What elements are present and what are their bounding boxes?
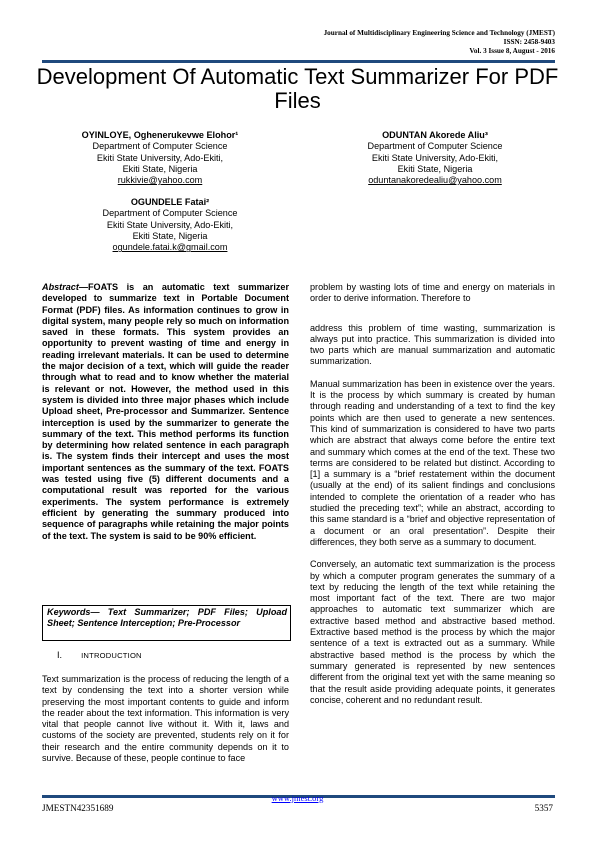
paragraph: Conversely, an automatic text summarization is the process by which a computer program generates the summary of a text by reducing the length of the text while retaining the most important fact of the text. There are two major approaches to automatic text summarizer which are extractive based method and abstractive based method. Extractive based method is the process by which the major sentence of a text is extracted out as a summary. While abstractive based method is the process by which the summary generated is represented by new sentences different from the original text yet with the same meaning so that the result aside providing adequate points, it generates concise, coherent and no redundant result.	[310, 559, 555, 705]
journal-volume: Vol. 3 Issue 8, August - 2016	[469, 47, 555, 55]
keywords: Keywords— Text Summarizer; PDF Files; Upload Sheet; Sentence Interception; Pre-Processor	[47, 607, 287, 629]
page-number: 5357	[534, 803, 553, 813]
author-country: Ekiti State, Nigeria	[397, 163, 473, 174]
author-email[interactable]: rukkivie@yahoo.com	[117, 175, 203, 186]
author-dept: Department of Computer Science	[92, 141, 228, 152]
journal-name: Journal of Multidisciplinary Engineering Science and Technology (JMEST)	[323, 29, 555, 37]
journal-issn: ISSN: 2458-9403	[503, 38, 555, 46]
author-email[interactable]: ogundele.fatai.k@gmail.com	[112, 242, 228, 253]
footer-url[interactable]: www.jmest.org	[271, 793, 324, 803]
journal-header	[225, 29, 555, 56]
author-dept: Department of Computer Science	[102, 208, 238, 219]
abstract-text: —FOATS is an automatic text summarizer developed to summarize text in Portable Document Format (PDF) files. As information continues to grow in digital system, many people rely so much on information saved in these formats. This system provides an opportunity to prevent wasting of time and energy in reading irrelevant materials. It can be used to determine the major decision of a text, which will guide the reader through what to read and to know whether the material is relevant or not. However, the method used in this system is divided into three major phases which include Upload sheet, Pre-processor and Summarizer. Sentence interception is used by the summarizer to generate the summary of the text. This method performs its function by determining how related sentence in each paragraph is. The system finds their intercept and uses the most important sentences as the summary of the text. FOATS was tested using five (5) different documents and a computational result was reported for the various experiments. The system performance is extremely efficient by generating the summary produced into sequence of paragraphs while retaining the major points of the text. The system is said to be 90% efficient.	[42, 282, 289, 541]
section-number: I.	[57, 650, 63, 660]
abstract	[42, 282, 289, 542]
author-block-2	[65, 197, 275, 253]
paragraph: problem by wasting lots of time and energy on materials in order to derive information. Therefore to	[310, 282, 555, 304]
right-column	[310, 282, 555, 717]
author-univ: Ekiti State University, Ado-Ekiti,	[96, 152, 224, 163]
author-block-3	[330, 130, 540, 186]
intro-paragraph: Text summarization is the process of reducing the length of a text by condensing the text into a shorter version while preserving the most important contents to guide and inform the reader about the text information. This information is very vital that people cannot live without it. With it, laws and customs of the society are prevented, students rely on it for their research and the entire community depends on it to survive. Because of these, people continue to face	[42, 674, 289, 764]
author-email[interactable]: oduntanakoredealiu@yahoo.com	[368, 175, 502, 186]
author-name: OGUNDELE Fatai²	[130, 197, 210, 207]
paragraph: Manual summarization has been in existence over the years. It is the process by which summary is created by human through reading and understanding of a text to find the key points which are then used to generate a new sentences. This kind of summarization is considered to have two parts which are abstract that always come before the entire text and summary which comes at the end of the text. These two terms are considered to be related but distinct. According to [1] a summary is a “brief restatement within the document (usually at the end) of its salient findings and conclusions intended to complete the orientation of a reader who has studied the preceding text”; while an abstract, according to this same standard is a “brief and objective representation of a document or an oral presentation”. Despite their differences, they both serve as a summary to document.	[310, 378, 555, 547]
footer-paper-id: JMESTN42351689	[42, 803, 114, 813]
section-title: INTRODUCTION	[81, 651, 142, 660]
author-univ: Ekiti State University, Ado-Ekiti,	[371, 152, 499, 163]
author-univ: Ekiti State University, Ado-Ekiti,	[106, 219, 234, 230]
author-country: Ekiti State, Nigeria	[132, 230, 208, 241]
author-name: OYINLOYE, Oghenerukevwe Elohor¹	[81, 130, 239, 140]
author-block-1	[55, 130, 265, 186]
author-name: ODUNTAN Akorede Aliu³	[382, 130, 488, 140]
author-country: Ekiti State, Nigeria	[122, 163, 198, 174]
abstract-label: Abstract	[42, 282, 79, 292]
paper-title: Development Of Automatic Text Summarizer For PDF Files	[36, 64, 559, 113]
paragraph: address this problem of time wasting, summarization is always put into practice. This summarization is divided into two parts which are manual summarization and automatic summarization.	[310, 322, 555, 367]
author-dept: Department of Computer Science	[367, 141, 503, 152]
header-rule	[42, 60, 555, 63]
section-heading	[57, 650, 257, 660]
